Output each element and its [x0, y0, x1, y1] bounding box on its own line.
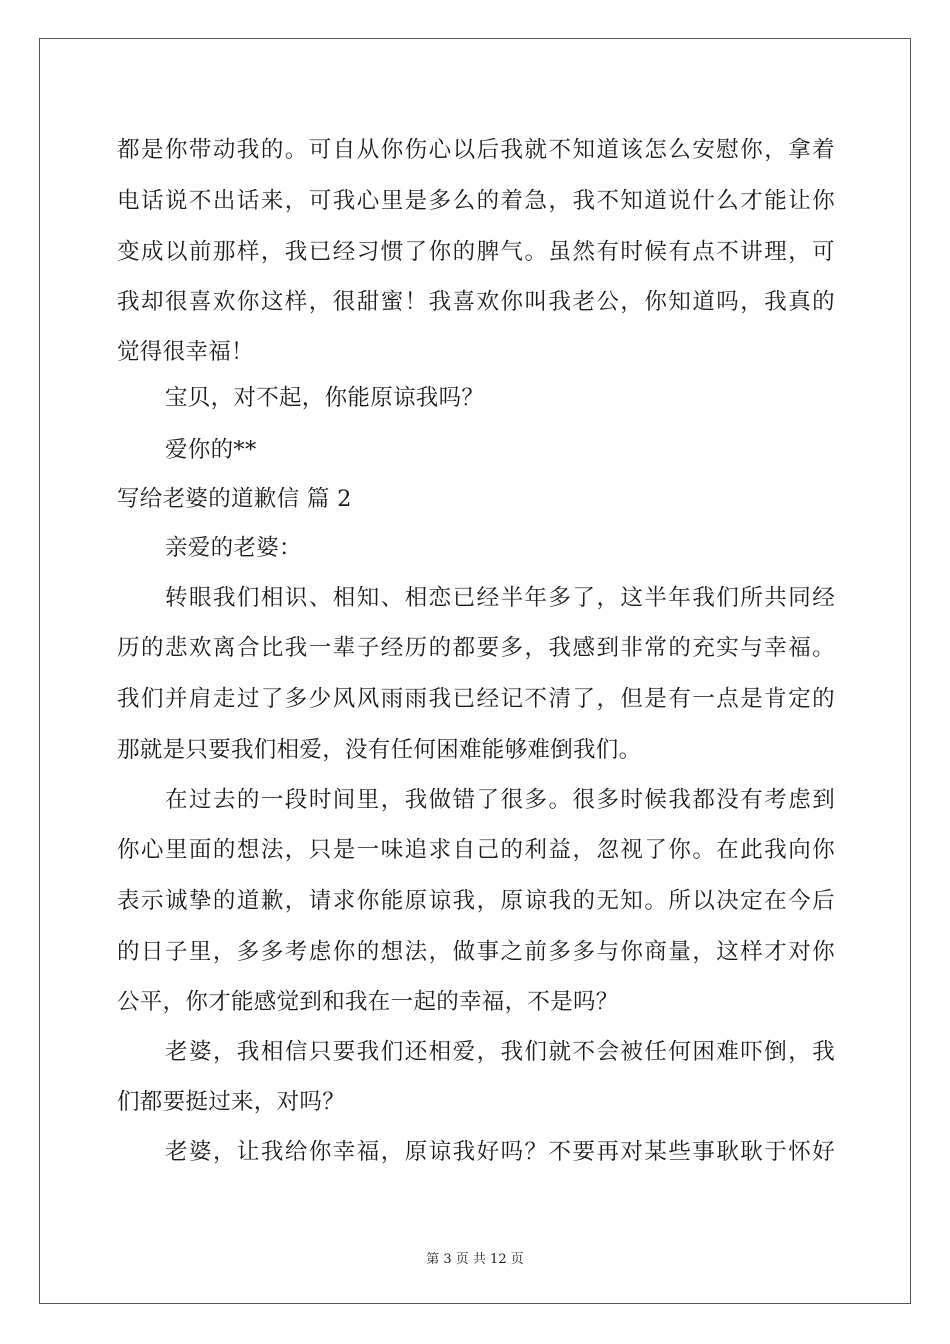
text-line: 亲爱的老婆： — [165, 535, 302, 561]
text-line: 的日子里，多多考虑你的想法，做事之前多多与你商量，这样才对你 — [117, 939, 835, 965]
text-line: 我却很喜欢你这样，很甜蜜！我喜欢你叫我老公，你知道吗，我真的 — [117, 289, 835, 315]
text-line: 觉得很幸福！ — [117, 339, 254, 365]
text-line: 变成以前那样，我已经习惯了你的脾气。虽然有时候有点不讲理，可 — [117, 239, 835, 265]
text-line: 表示诚挚的道歉，请求你能原谅我，原谅我的无知。所以决定在今后 — [117, 888, 835, 914]
text-line: 老婆，我相信只要我们还相爱，我们就不会被任何困难吓倒，我 — [165, 1039, 835, 1065]
text-line: 历的悲欢离合比我一辈子经历的都要多，我感到非常的充实与幸福。 — [117, 635, 835, 661]
text-line: 我们并肩走过了多少风风雨雨我已经记不清了，但是有一点是肯定的 — [117, 686, 835, 712]
text-line: 爱你的** — [165, 437, 257, 463]
text-line: 都是你带动我的。可自从你伤心以后我就不知道该怎么安慰你，拿着 — [117, 137, 835, 163]
page-footer: 第 3 页 共 12 页 — [426, 1252, 524, 1267]
text-line: 在过去的一段时间里，我做错了很多。很多时候我都没有考虑到 — [165, 787, 835, 813]
text-line: 转眼我们相识、相知、相恋已经半年多了，这半年我们所共同经 — [165, 585, 835, 611]
text-line: 写给老婆的道歉信 篇 2 — [117, 486, 352, 512]
text-line: 公平，你才能感觉到和我在一起的幸福，不是吗？ — [117, 989, 619, 1015]
text-line: 宝贝，对不起，你能原谅我吗？ — [165, 385, 485, 411]
text-line: 电话说不出话来，可我心里是多么的着急，我不知道说什么才能让你 — [117, 188, 835, 214]
text-line: 们都要挺过来，对吗？ — [117, 1089, 346, 1115]
text-line: 那就是只要我们相爱，没有任何困难能够难倒我们。 — [117, 737, 642, 763]
text-line: 老婆，让我给你幸福，原谅我好吗？不要再对某些事耿耿于怀好 — [165, 1139, 835, 1165]
text-line: 你心里面的想法，只是一味追求自己的利益，忽视了你。在此我向你 — [117, 837, 835, 863]
